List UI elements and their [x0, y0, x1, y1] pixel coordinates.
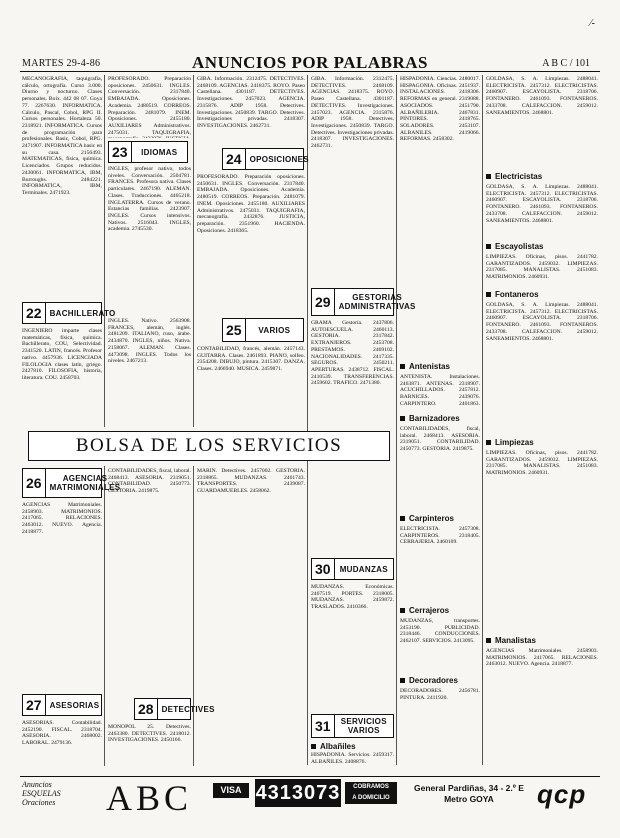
address-line: General Pardiñas, 34 - 2.º E: [414, 783, 524, 793]
classified-column: [311, 752, 394, 772]
footer-anuncios-line: ESQUELAS: [22, 789, 61, 798]
classified-column: [108, 318, 191, 424]
classified-text: CONTABILIDADES, fiscal, laboral. 2468413. ASESORIA. 2319051. CONTABILIDAD. 2450773. GESTORIA. 2419875.: [400, 426, 480, 453]
classified-text: HISPADONIA. Ciencias. 2480017. HISPAGONIA. Oficinas. 2451937. INSTALACIONES. 2418306. REFORMAS en general. 2319088. ASOCIADOS. 2451790. ALBAÑILERIA. 2467831. PINTORES. 2418765. SOLADORES. 2453107. ALBANILES. 2419066. REFORMAS. 2458302.: [400, 76, 480, 143]
section-heading-albaniles: Albañiles: [311, 742, 356, 751]
footer-anuncios: [22, 780, 61, 807]
cobramos-line: COBRAMOS: [353, 784, 389, 790]
classified-text: MUDANZAS. Económicas. 2467519. PORTES. 2318005. MUDANZAS. 2459872. TRASLADOS. 2410366.: [311, 584, 394, 611]
classified-text: GIBA. Información. 2312475. DETECTIVES. 2468109. AGENCIAS. 2418375. ROYO. Paseo Castellana. 4301187. DETECTIVES. Investigaciones. 2457023. AGENCIA. 2315876. ADIP 1958. Detectives. Investigaciones. 2450839. TARGO. Detectives. Investigaciones privadas. 2418307. INVESTIGACIONES. 2462731.: [311, 76, 394, 150]
category-label: AGENCIAS MATRIMONIALES: [49, 474, 121, 492]
bullet-square-icon: [400, 516, 405, 521]
category-number: 30: [312, 559, 335, 579]
classified-text: INGLES. Nativo. 2563908. FRANCES, alemán, inglés. 2481209. ITALIANO, ruso, árabe. 2434870. INGLES, niños. Nativa. 2158067. ALEMAN. Clases. 4473098. INGLES. Todos los niveles. 2467213.: [108, 318, 191, 365]
section-heading-manalistas: Manalistas: [486, 636, 536, 645]
section-heading-fontaneros: Fontaneros: [486, 290, 539, 299]
bullet-square-icon: [486, 638, 491, 643]
category-number: 28: [135, 699, 158, 719]
classified-text: ELECTRICISTA. 2457308. CARPINTEROS. 2318405. CERRAJERIA. 2460109.: [400, 526, 480, 546]
classified-column: [400, 688, 480, 770]
column-rule: [396, 75, 397, 765]
page-number: A B C / 101: [542, 58, 590, 69]
category-number: 25: [223, 319, 246, 341]
qcp-logo: qcp: [537, 779, 587, 809]
category-box-bachillerato: [22, 302, 116, 324]
section-heading-decoradores: Decoradores: [400, 676, 458, 685]
column-rule: [307, 75, 308, 765]
classified-column: [311, 584, 394, 712]
classified-column: [400, 526, 480, 602]
footer-rule: [20, 776, 600, 777]
classified-column: [108, 76, 191, 138]
classified-column: [486, 76, 598, 168]
footer-address: [414, 783, 524, 805]
category-box-idiomas: [108, 141, 188, 163]
bullet-square-icon: [486, 440, 491, 445]
footer-phone: 4313073: [255, 779, 341, 807]
category-box-detectives: [134, 698, 215, 720]
bullet-square-icon: [400, 678, 405, 683]
category-label: DETECTIVES: [161, 704, 215, 714]
classified-text: ANTENISTA. Instalaciones. 2463871. ANTENAS. 2318907. ACUCHILLADOS. 2457812. BARNICES. 2439076. CARPINTERO. 2401863.: [400, 374, 480, 407]
section-heading-barnizadores: Barnizadores: [400, 414, 460, 423]
bullet-square-icon: [400, 608, 405, 613]
category-number: 26: [23, 469, 46, 497]
classified-text: GOLDASA, S. A. Limpiezas. 2488041. ELECTRICISTA. 2457312. ELECTRICISTAS. 2460907. ESCAYOLISTA. 2318706. FONTANERO. 2461093. FONTANEROS. 2433708. CALEFACCION. 2459012. SANEAMIENTOS. 2468801.: [486, 302, 598, 342]
classified-column: [486, 184, 598, 236]
bullet-square-icon: [486, 244, 491, 249]
classified-column: [486, 302, 598, 434]
category-label: OPOSICIONES: [249, 154, 309, 164]
classified-text: GRAMA Gestoría. 2437806. AUTOESCUELA. 2460113. GESTORIA. 2317842. EXTRANJEROS. 2453708. PRESTAMOS. 2469102. NACIONALIDADES. 2417335. SEGUROS. 2450211. APERTURAS. 2438712. FISCAL. 2410539. TRANSFERENCIAS. 2459602. TRAFICO. 2471380.: [311, 320, 394, 387]
classified-column: [108, 468, 191, 692]
section-heading-limpiezas: Limpiezas: [486, 438, 534, 447]
bullet-square-icon: [400, 416, 405, 421]
bullet-square-icon: [311, 744, 316, 749]
classified-column: [486, 254, 598, 284]
category-number: 23: [109, 142, 132, 162]
classified-column: [197, 468, 305, 772]
classified-text: GOLDASA, S. A. Limpiezas. 2488041. ELECTRICISTA. 2457312. ELECTRICISTAS. 2460907. ESCAYOLISTA. 2318706. FONTANERO. 2461093. FONTANEROS. 2433708. CALEFACCION. 2459012. SANEAMIENTOS. 2468801.: [486, 76, 598, 116]
classified-text: MUDANZAS, transportes. 2453190. PUBLICIDAD. 2318446. CONDUCCIONES. 2462107. SERVICIOS. 2413095.: [400, 618, 480, 645]
category-label: IDIOMAS: [141, 147, 178, 157]
classified-column: [22, 76, 102, 298]
category-label: VARIOS: [258, 325, 291, 335]
classified-column: [486, 450, 598, 632]
column-rule: [193, 466, 194, 766]
classified-column: [400, 426, 480, 510]
classified-text: PROFESORADO. Preparación oposiciones. 2450631. INGLES. Conversación. 2317840. EMBAJADA. Oposiciones. Academia. 2480519. CORREOS. Preparación. 2481079. INEM. Oposiciones. 2455180. AUXILIARES Administrativos. 2475031. TAQUIGRAFIA, mecanografía. 2432876. JUSTICIA, preparación. 2351960. HACIENDA. Oposiciones. 2418365.: [197, 174, 305, 234]
classified-column: [400, 76, 480, 358]
classified-column: [400, 374, 480, 408]
category-box-varios: [222, 318, 304, 342]
category-label: SERVICIOS VARIOS: [340, 717, 387, 735]
classified-column: [311, 76, 394, 284]
category-number: 22: [23, 303, 46, 323]
category-label: MUDANZAS: [339, 564, 388, 574]
classified-column: [108, 724, 191, 772]
bolsa-banner: BOLSA DE LOS SERVICIOS: [28, 431, 390, 461]
classified-column: [197, 346, 305, 426]
classified-text: INGENIERO imparte clases matemáticas, física, química. Bachillerato, COU, Selectividad. 2341520. LATIN, francés. Profesor nativo. 4457936. LICENCIADA FILOLOGIA clases latín, griego. 2427810. FILOSOFIA, historia, literatura. COU. 2458703.: [22, 328, 102, 381]
category-box-agencias: [22, 468, 121, 498]
category-box-mudanzas: [311, 558, 394, 580]
column-rule: [482, 75, 483, 765]
classified-text: ASESORIAS. Contabilidad. 2452190. FISCAL. 2318704. ASESORIA. 2468002. LABORAL. 2479136.: [22, 720, 102, 747]
address-line: Metro GOYA: [444, 794, 494, 804]
category-box-asesorias: [22, 694, 102, 716]
classified-text: PROFESORADO. Preparación oposiciones. 2450631. INGLES. Conversación. 2317840. EMBAJADA. Oposiciones. Academia. 2480519. CORREOS. Preparación. 2481079. INEM. Oposiciones. 2455180. AUXILIARES Administrativos. 2475031. TAQUIGRAFIA,: [108, 76, 191, 136]
classified-column: [486, 648, 598, 770]
classified-text: CONTABILIDADES, fiscal, laboral. 2468413. ASESORIA. 2319051. CONTABILIDAD. 2450773. GESTORIA. 2419875.: [108, 468, 191, 495]
classified-column: [22, 720, 102, 772]
visa-badge: VISA: [213, 783, 249, 798]
cobramos-badge: [345, 782, 397, 804]
classified-text: MECANOGRAFIA, taquigrafía, cálculo, ortografía. Curso 3.000. Diurno y nocturno. Clases personales. Boix. 442 08 07. Goya 77. 2267630. INFORMATICA. Cálculo, Pascal, Cobol, RPG II. Cursos personales. Hortaleza 50. 2318921. INFORMATICA. Cursos de programación para profesionales. Basic, Cobol, RPG. 2471907. INFORMATICA basic en su casa. 2156493. MATEMATICAS, física, química. Licenciados. Grupos reducidos. 2430061. INFORMATICA, IBM, Burroughs. 2484221. INFORMATICA, IBM, Terminales. 2471923.: [22, 76, 102, 196]
category-number: 24: [223, 149, 246, 169]
classified-text: AGENCIAS Matrimoniales. 2458903. MATRIMONIOS. 2417065. RELACIONES. 2463012. NUEVO. Agencia. 2418877.: [486, 648, 598, 668]
page-title: ANUNCIOS POR PALABRAS: [192, 53, 428, 72]
section-heading-antenistas: Antenistas: [400, 362, 450, 371]
column-rule: [104, 466, 105, 766]
bullet-square-icon: [400, 364, 405, 369]
category-number: 27: [23, 695, 46, 715]
classified-text: MARIN. Detectives. 2457002. GESTORIA. 2318865. MUDANZAS. 2461743. TRANSPORTES. 2439087. GUARDAMUEBLES. 2458062.: [197, 468, 305, 495]
category-box-gestorias: [311, 288, 416, 316]
classified-text: MONOPOL 25. Detectives. 2463380. DETECTIVES. 2418012. INVESTIGACIONES. 2450166.: [108, 724, 191, 744]
category-label: GESTORIAS ADMINISTRATIVAS: [338, 293, 416, 311]
header-rule: [20, 71, 600, 72]
classified-text: CONTABILIDAD, francés, alemán. 2457143. GUITARRA. Clases. 2461893. PIANO, solfeo. 2354208. DIBUJO, pintura. 2415307. DANZA. Clases. 2466940. MUSICA. 2459871.: [197, 346, 305, 373]
column-rule: [104, 75, 105, 427]
column-rule: [193, 75, 194, 427]
classified-text: AGENCIAS Matrimoniales. 2458903. MATRIMONIOS. 2417065. RELACIONES. 2463012. NUEVO. Agencia. 2418877.: [22, 502, 102, 535]
classified-column: [197, 174, 305, 314]
section-heading-cerrajeros: Cerrajeros: [400, 606, 449, 615]
abc-logo: ABC: [106, 778, 193, 818]
cobramos-line: A DOMICILIO: [352, 795, 390, 801]
category-number: 29: [312, 289, 335, 315]
footer-anuncios-line: Oraciones: [22, 798, 56, 807]
bullet-square-icon: [486, 174, 491, 179]
category-number: 31: [312, 715, 335, 737]
category-label: ASESORIAS: [49, 700, 100, 710]
classified-text: GIBA. Información. 2312475. DETECTIVES. 2468109. AGENCIAS. 2418375. ROYO. Paseo Castellana. 4301187. DETECTIVES. Investigaciones. 2457023. AGENCIA. 2315876. ADIP 1958. Detectives. Investigaciones. 2450839. TARGO. Detectives. Investigaciones privadas. 2418307. INVESTIGACIONES. 2462731.: [197, 76, 305, 129]
category-label: BACHILLERATO: [49, 308, 116, 318]
bullet-square-icon: [486, 292, 491, 297]
category-box-oposiciones: [222, 148, 309, 170]
classified-text: DECORADORES. 2456781. PINTURA. 2411920.: [400, 688, 480, 701]
classified-text: GOLDASA, S. A. Limpiezas. 2488041. ELECTRICISTA. 2457312. ELECTRICISTAS. 2460907. ESCAYOLISTA. 2318706. FONTANERO. 2461093. FONTANEROS. 2433708. CALEFACCION. 2459012. SANEAMIENTOS. 2468801.: [486, 184, 598, 224]
classified-text: HISPADONIA. Servicios. 2459317. ALBAÑILES. 2408876.: [311, 752, 394, 765]
classified-column: [108, 166, 191, 316]
section-heading-electricistas: Electricistas: [486, 172, 542, 181]
classified-column: [22, 328, 102, 424]
section-heading-carpinteros: Carpinteros: [400, 514, 454, 523]
classified-text: LIMPIEZAS. Oficinas, pisos. 2441782. GARANTIZADOS. 2459032. LIMPIEZAS. 2317085. MANALISTAS. 2451083. MATRIMONIOS. 2460931.: [486, 254, 598, 281]
classified-column: [197, 76, 305, 144]
header-date: MARTES 29-4-86: [22, 58, 101, 69]
corner-mark: ⁄‑: [590, 18, 595, 29]
section-heading-escayolistas: Escayolistas: [486, 242, 543, 251]
footer-anuncios-line: Anuncios: [22, 780, 52, 789]
classified-column: [400, 618, 480, 670]
category-box-servicios-varios: [311, 714, 394, 738]
classified-text: INGLES, profesor nativo, todos niveles. Conversación. 2504781. FRANCES. Profesora nativa. Clases particulares. 2467190. ALEMAN. Clases. Traducciones. 4465218. INGLATERRA. Cursos de verano. Estancias familias. 2423907. INGLES. Cursos intensivos. Nativos. 2516043. INGLES, academia. 2745530.: [108, 166, 191, 233]
classified-text: LIMPIEZAS. Oficinas, pisos. 2441782. GARANTIZADOS. 2459032. LIMPIEZAS. 2317085. MANALISTAS. 2451083. MATRIMONIOS. 2460931.: [486, 450, 598, 477]
classified-column: [22, 502, 102, 692]
